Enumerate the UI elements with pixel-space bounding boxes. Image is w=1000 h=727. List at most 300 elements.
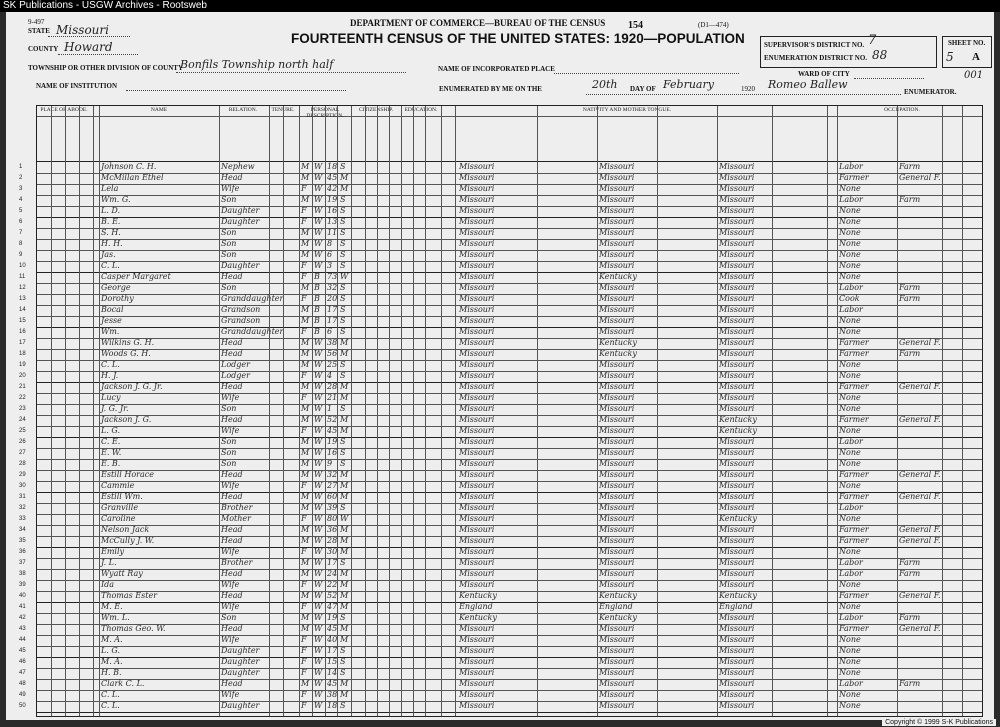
rownum-cell: 5	[19, 208, 23, 214]
occupation-cell: None	[839, 228, 861, 237]
marital-cell: S	[340, 206, 346, 215]
birthplace-cell: Missouri	[459, 327, 495, 336]
name-cell: Wilkins G. H.	[101, 338, 155, 347]
age-cell: 17	[327, 558, 338, 567]
race-cell: W	[314, 547, 323, 556]
rownum-cell: 13	[19, 296, 26, 302]
birthplace-cell: Missouri	[459, 283, 495, 292]
rownum-cell: 6	[19, 219, 23, 225]
sex-cell: M	[301, 679, 310, 688]
industry-cell: General F.	[899, 173, 941, 182]
name-cell: M. A.	[101, 657, 123, 666]
mother-birthplace-cell: Missouri	[719, 239, 755, 248]
marital-cell: M	[340, 602, 349, 611]
occupation-cell: None	[839, 646, 861, 655]
father-birthplace-cell: Missouri	[599, 536, 635, 545]
father-birthplace-cell: Missouri	[599, 514, 635, 523]
section-education: EDUCATION.	[404, 107, 438, 113]
relation-cell: Wife	[221, 393, 240, 402]
occupation-cell: None	[839, 327, 861, 336]
relation-cell: Head	[221, 492, 243, 501]
rownum-cell: 8	[19, 241, 23, 247]
age-cell: 28	[327, 536, 338, 545]
column-rule	[962, 106, 963, 716]
relation-cell: Daughter	[221, 217, 260, 226]
race-cell: W	[314, 426, 323, 435]
age-cell: 32	[327, 470, 338, 479]
occupation-cell: Labor	[839, 283, 863, 292]
column-rule	[312, 106, 313, 716]
supervisor-district-label: SUPERVISOR'S DISTRICT NO.	[764, 41, 865, 49]
industry-cell: General F.	[899, 492, 941, 501]
industry-cell: General F.	[899, 591, 941, 600]
rownum-cell: 40	[19, 593, 26, 599]
name-cell: C. L.	[101, 701, 120, 710]
supervisor-district-value: 7	[868, 33, 877, 48]
column-rule	[351, 106, 352, 716]
marital-cell: S	[340, 459, 346, 468]
father-birthplace-cell: Missouri	[599, 382, 635, 391]
name-cell: H. H.	[101, 239, 123, 248]
age-cell: 1	[327, 404, 333, 413]
birthplace-cell: Missouri	[459, 217, 495, 226]
race-cell: W	[314, 514, 323, 523]
sex-cell: F	[301, 272, 307, 281]
name-cell: Granville	[101, 503, 139, 512]
archive-banner: SK Publications - USGW Archives - Rootsweb	[0, 0, 1000, 12]
race-cell: W	[314, 338, 323, 347]
ward-label: WARD OF CITY	[798, 70, 850, 78]
relation-cell: Daughter	[221, 206, 260, 215]
mother-birthplace-cell: Missouri	[719, 679, 755, 688]
sex-cell: M	[301, 283, 310, 292]
county-label: COUNTY	[28, 45, 59, 53]
race-cell: W	[314, 250, 323, 259]
column-rule	[837, 106, 838, 716]
occupation-cell: None	[839, 668, 861, 677]
rownum-cell: 36	[19, 549, 26, 555]
name-cell: Estill Horace	[101, 470, 154, 479]
father-birthplace-cell: Missouri	[599, 492, 635, 501]
race-cell: W	[314, 448, 323, 457]
enumerator-label: ENUMERATOR.	[904, 88, 957, 96]
father-birthplace-cell: Missouri	[599, 646, 635, 655]
name-cell: H. B.	[101, 668, 122, 677]
marital-cell: S	[340, 162, 346, 171]
birthplace-cell: Missouri	[459, 206, 495, 215]
column-rule	[455, 106, 456, 716]
sex-cell: M	[301, 624, 310, 633]
occupation-cell: None	[839, 635, 861, 644]
rownum-cell: 48	[19, 681, 26, 687]
name-cell: L. G.	[101, 646, 121, 655]
industry-cell: General F.	[899, 415, 941, 424]
age-cell: 8	[327, 239, 333, 248]
sex-cell: M	[301, 360, 310, 369]
name-cell: J. L.	[101, 558, 117, 567]
rownum-cell: 46	[19, 659, 26, 665]
marital-cell: M	[340, 415, 349, 424]
sex-cell: M	[301, 404, 310, 413]
occupation-cell: None	[839, 690, 861, 699]
rownum-cell: 11	[19, 274, 26, 280]
rownum-cell: 26	[19, 439, 26, 445]
race-cell: W	[314, 536, 323, 545]
form-code: (D1—474)	[698, 21, 729, 29]
relation-cell: Head	[221, 338, 243, 347]
sex-cell: F	[301, 393, 307, 402]
industry-cell: General F.	[899, 470, 941, 479]
occupation-cell: Farmer	[839, 492, 869, 501]
column-rule	[365, 106, 366, 716]
marital-cell: S	[340, 448, 346, 457]
age-cell: 73	[327, 272, 338, 281]
name-cell: Johnson C. H.	[101, 162, 157, 171]
section-name: NAME	[150, 107, 168, 113]
marital-cell: M	[340, 690, 349, 699]
sheet-side: A	[972, 51, 980, 63]
birthplace-cell: Kentucky	[459, 613, 497, 622]
age-cell: 38	[327, 690, 338, 699]
father-birthplace-cell: Missouri	[599, 657, 635, 666]
race-cell: W	[314, 173, 323, 182]
name-cell: C. L.	[101, 360, 120, 369]
industry-cell: Farm	[899, 162, 921, 171]
sex-cell: F	[301, 547, 307, 556]
industry-cell: Farm	[899, 558, 921, 567]
relation-cell: Head	[221, 591, 243, 600]
form-number: 9-497	[28, 18, 45, 26]
mother-birthplace-cell: Missouri	[719, 327, 755, 336]
age-cell: 17	[327, 305, 338, 314]
mother-birthplace-cell: Missouri	[719, 294, 755, 303]
mother-birthplace-cell: Missouri	[719, 503, 755, 512]
birthplace-cell: Missouri	[459, 415, 495, 424]
race-cell: W	[314, 184, 323, 193]
relation-cell: Wife	[221, 481, 240, 490]
mother-birthplace-cell: Missouri	[719, 437, 755, 446]
father-birthplace-cell: Missouri	[599, 481, 635, 490]
column-rule	[772, 106, 773, 716]
occupation-cell: None	[839, 371, 861, 380]
column-rule	[942, 106, 943, 716]
father-birthplace-cell: Missouri	[599, 580, 635, 589]
sex-cell: M	[301, 173, 310, 182]
sex-cell: M	[301, 228, 310, 237]
occupation-cell: None	[839, 261, 861, 270]
age-cell: 9	[327, 459, 333, 468]
column-rule	[79, 106, 80, 716]
birthplace-cell: Missouri	[459, 393, 495, 402]
age-cell: 27	[327, 481, 338, 490]
name-cell: McMillan Ethel	[101, 173, 164, 182]
race-cell: W	[314, 360, 323, 369]
industry-cell: Farm	[899, 349, 921, 358]
birthplace-cell: Missouri	[459, 569, 495, 578]
name-cell: Dorothy	[101, 294, 134, 303]
birthplace-cell: Missouri	[459, 525, 495, 534]
race-cell: W	[314, 613, 323, 622]
industry-cell: General F.	[899, 382, 941, 391]
sex-cell: F	[301, 206, 307, 215]
father-birthplace-cell: Missouri	[599, 701, 635, 710]
sex-cell: F	[301, 701, 307, 710]
column-rule	[269, 106, 270, 716]
age-cell: 13	[327, 217, 338, 226]
rownum-cell: 17	[19, 340, 26, 346]
mother-birthplace-cell: Missouri	[719, 624, 755, 633]
age-cell: 16	[327, 448, 338, 457]
birthplace-cell: Missouri	[459, 272, 495, 281]
column-rule	[99, 106, 100, 716]
sex-cell: M	[301, 591, 310, 600]
mother-birthplace-cell: Missouri	[719, 382, 755, 391]
relation-cell: Head	[221, 679, 243, 688]
age-cell: 6	[327, 250, 333, 259]
name-cell: Bocal	[101, 305, 124, 314]
father-birthplace-cell: Missouri	[599, 459, 635, 468]
age-cell: 56	[327, 349, 338, 358]
relation-cell: Grandson	[221, 316, 261, 325]
sex-cell: F	[301, 371, 307, 380]
sex-cell: F	[301, 602, 307, 611]
occupation-cell: Farmer	[839, 382, 869, 391]
sex-cell: M	[301, 437, 310, 446]
relation-cell: Wife	[221, 547, 240, 556]
relation-cell: Son	[221, 228, 237, 237]
name-cell: Jackson J. G. Jr.	[101, 382, 163, 391]
occupation-cell: None	[839, 481, 861, 490]
marital-cell: M	[340, 481, 349, 490]
occupation-cell: None	[839, 514, 861, 523]
father-birthplace-cell: Missouri	[599, 437, 635, 446]
rownum-cell: 50	[19, 703, 26, 709]
occupation-cell: Cook	[839, 294, 860, 303]
marital-cell: S	[340, 261, 346, 270]
relation-cell: Son	[221, 448, 237, 457]
race-cell: W	[314, 415, 323, 424]
name-cell: C. L.	[101, 261, 120, 270]
name-cell: Jas.	[101, 250, 116, 259]
mother-birthplace-cell: Missouri	[719, 173, 755, 182]
relation-cell: Head	[221, 349, 243, 358]
birthplace-cell: Missouri	[459, 679, 495, 688]
race-cell: B	[314, 305, 320, 314]
birthplace-cell: Missouri	[459, 184, 495, 193]
marital-cell: S	[340, 701, 346, 710]
name-cell: Lela	[101, 184, 119, 193]
enumerated-month: February	[663, 78, 714, 91]
name-cell: E. W.	[101, 448, 122, 457]
marital-cell: S	[340, 327, 346, 336]
father-birthplace-cell: Missouri	[599, 206, 635, 215]
age-cell: 24	[327, 569, 338, 578]
relation-cell: Son	[221, 283, 237, 292]
rownum-cell: 18	[19, 351, 26, 357]
column-rule	[413, 106, 414, 716]
sex-cell: M	[301, 492, 310, 501]
incorporated-place-label: NAME OF INCORPORATED PLACE	[438, 65, 555, 73]
rownum-cell: 27	[19, 450, 26, 456]
age-cell: 32	[327, 283, 338, 292]
occupation-cell: Labor	[839, 569, 863, 578]
industry-cell: Farm	[899, 294, 921, 303]
birthplace-cell: Missouri	[459, 481, 495, 490]
occupation-cell: None	[839, 602, 861, 611]
relation-cell: Wife	[221, 635, 240, 644]
occupation-cell: Farmer	[839, 624, 869, 633]
enumerator-name: Romeo Ballew	[768, 78, 848, 91]
birthplace-cell: Missouri	[459, 624, 495, 633]
age-cell: 40	[327, 635, 338, 644]
race-cell: B	[314, 272, 320, 281]
father-birthplace-cell: Missouri	[599, 404, 635, 413]
marital-cell: M	[340, 624, 349, 633]
race-cell: B	[314, 316, 320, 325]
row-rule	[37, 712, 982, 713]
marital-cell: M	[340, 635, 349, 644]
marital-cell: S	[340, 613, 346, 622]
race-cell: W	[314, 679, 323, 688]
father-birthplace-cell: Missouri	[599, 503, 635, 512]
name-cell: Wm. L.	[101, 613, 130, 622]
race-cell: W	[314, 492, 323, 501]
marital-cell: W	[340, 514, 349, 523]
sex-cell: M	[301, 305, 310, 314]
state-value: Missouri	[56, 23, 109, 37]
township-label: TOWNSHIP OR OTHER DIVISION OF COUNTY	[28, 64, 183, 72]
race-cell: W	[314, 657, 323, 666]
sex-cell: M	[301, 525, 310, 534]
occupation-cell: None	[839, 580, 861, 589]
occupation-cell: None	[839, 217, 861, 226]
sex-cell: M	[301, 459, 310, 468]
county-value: Howard	[64, 40, 113, 54]
marital-cell: S	[340, 195, 346, 204]
relation-cell: Wife	[221, 426, 240, 435]
mother-birthplace-cell: Missouri	[719, 404, 755, 413]
sex-cell: M	[301, 349, 310, 358]
rownum-cell: 1	[19, 164, 23, 170]
rownum-cell: 19	[19, 362, 26, 368]
relation-cell: Daughter	[221, 657, 260, 666]
sex-cell: M	[301, 338, 310, 347]
birthplace-cell: Missouri	[459, 360, 495, 369]
father-birthplace-cell: Missouri	[599, 415, 635, 424]
race-cell: W	[314, 349, 323, 358]
race-cell: B	[314, 283, 320, 292]
father-birthplace-cell: Missouri	[599, 635, 635, 644]
corner-sheet-id: 001	[964, 70, 984, 81]
age-cell: 6	[327, 327, 333, 336]
name-cell: E. B.	[101, 459, 121, 468]
column-rule	[425, 106, 426, 716]
rownum-cell: 32	[19, 505, 26, 511]
rownum-cell: 21	[19, 384, 26, 390]
rownum-cell: 22	[19, 395, 26, 401]
age-cell: 18	[327, 162, 338, 171]
race-cell: W	[314, 470, 323, 479]
birthplace-cell: Missouri	[459, 382, 495, 391]
sex-cell: M	[301, 536, 310, 545]
marital-cell: S	[340, 657, 346, 666]
industry-cell: General F.	[899, 536, 941, 545]
occupation-cell: None	[839, 459, 861, 468]
mother-birthplace-cell: Missouri	[719, 536, 755, 545]
name-cell: L. D.	[101, 206, 121, 215]
name-cell: Woods G. H.	[101, 349, 151, 358]
age-cell: 25	[327, 360, 338, 369]
mother-birthplace-cell: Missouri	[719, 349, 755, 358]
relation-cell: Daughter	[221, 261, 260, 270]
mother-birthplace-cell: Missouri	[719, 283, 755, 292]
mother-birthplace-cell: Missouri	[719, 558, 755, 567]
father-birthplace-cell: Missouri	[599, 195, 635, 204]
age-cell: 45	[327, 624, 338, 633]
father-birthplace-cell: Missouri	[599, 305, 635, 314]
occupation-cell: None	[839, 206, 861, 215]
father-birthplace-cell: Kentucky	[599, 338, 637, 347]
father-birthplace-cell: Missouri	[599, 173, 635, 182]
name-cell: Cammie	[101, 481, 135, 490]
relation-cell: Head	[221, 272, 243, 281]
race-cell: W	[314, 690, 323, 699]
marital-cell: S	[340, 646, 346, 655]
occupation-cell: None	[839, 448, 861, 457]
father-birthplace-cell: Kentucky	[599, 272, 637, 281]
sex-cell: M	[301, 470, 310, 479]
race-cell: W	[314, 437, 323, 446]
mother-birthplace-cell: Missouri	[719, 459, 755, 468]
birthplace-cell: Missouri	[459, 514, 495, 523]
marital-cell: S	[340, 228, 346, 237]
marital-cell: W	[340, 272, 349, 281]
father-birthplace-cell: Missouri	[599, 371, 635, 380]
relation-cell: Head	[221, 525, 243, 534]
birthplace-cell: Missouri	[459, 162, 495, 171]
birthplace-cell: Missouri	[459, 261, 495, 270]
race-cell: B	[314, 327, 320, 336]
birthplace-cell: Missouri	[459, 536, 495, 545]
section-tenure: TENURE.	[271, 107, 295, 113]
column-rule	[93, 106, 94, 716]
birthplace-cell: Missouri	[459, 173, 495, 182]
sex-cell: F	[301, 690, 307, 699]
rownum-cell: 41	[19, 604, 26, 610]
mother-birthplace-cell: Kentucky	[719, 591, 757, 600]
sex-cell: F	[301, 217, 307, 226]
name-cell: J. G. Jr.	[101, 404, 129, 413]
relation-cell: Son	[221, 459, 237, 468]
marital-cell: S	[340, 360, 346, 369]
name-cell: Thomas Geo. W.	[101, 624, 166, 633]
rownum-cell: 23	[19, 406, 26, 412]
father-birthplace-cell: Missouri	[599, 569, 635, 578]
age-cell: 36	[327, 525, 338, 534]
mother-birthplace-cell: Missouri	[719, 492, 755, 501]
mother-birthplace-cell: Kentucky	[719, 514, 757, 523]
birthplace-cell: Missouri	[459, 657, 495, 666]
occupation-cell: Labor	[839, 437, 863, 446]
birthplace-cell: England	[459, 602, 493, 611]
sex-cell: F	[301, 657, 307, 666]
sex-cell: F	[301, 580, 307, 589]
name-cell: L. G.	[101, 426, 121, 435]
rownum-cell: 12	[19, 285, 26, 291]
race-cell: W	[314, 558, 323, 567]
age-cell: 80	[327, 514, 338, 523]
sex-cell: F	[301, 646, 307, 655]
